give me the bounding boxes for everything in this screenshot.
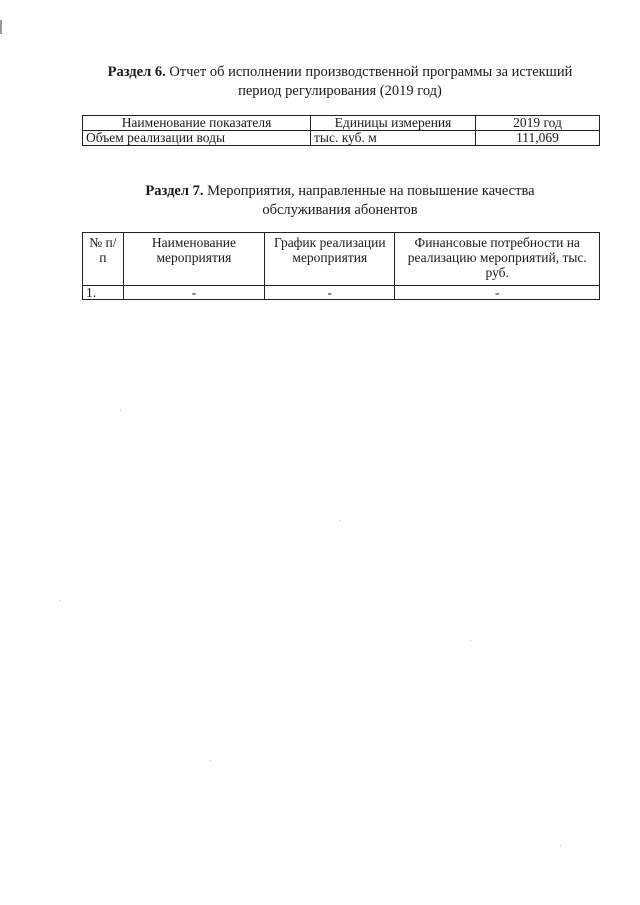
cell-measure-name: - bbox=[123, 286, 264, 300]
table-row bbox=[83, 131, 600, 146]
scan-speck bbox=[470, 640, 471, 641]
header-units: Единицы измерения bbox=[311, 116, 476, 131]
cell-value: 111,069 bbox=[476, 131, 600, 146]
scan-speck bbox=[120, 410, 121, 411]
section-6-title-line1: Отчет об исполнении производственной программы за истекший bbox=[165, 64, 573, 80]
cell-number: 1. bbox=[83, 286, 124, 300]
cell-schedule: - bbox=[265, 286, 395, 300]
scan-edge-mark bbox=[0, 20, 2, 34]
header-measure-name: Наименование мероприятия bbox=[123, 233, 264, 286]
header-number: № п/п bbox=[83, 233, 124, 286]
scan-speck bbox=[340, 520, 341, 521]
section-7-label: Раздел 7. bbox=[145, 183, 204, 199]
table-header-row bbox=[83, 116, 600, 131]
scan-speck bbox=[210, 760, 211, 761]
section-7-title-line2: обслуживания абонентов bbox=[262, 202, 418, 218]
scan-speck bbox=[60, 600, 61, 601]
section-7-title-line1: Мероприятия, направленные на повышение качества bbox=[203, 183, 535, 199]
section-6-label: Раздел 6. bbox=[107, 64, 166, 80]
header-financial-needs: Финансовые потребности на реализацию мероприятий, тыс. руб. bbox=[395, 233, 600, 286]
section-6-title-line2: период регулирования (2019 год) bbox=[238, 83, 442, 99]
scan-speck bbox=[560, 845, 561, 846]
cell-financial-needs: - bbox=[395, 286, 600, 300]
header-schedule: График реализации мероприятия bbox=[265, 233, 395, 286]
table-row bbox=[83, 286, 600, 300]
section-7-heading bbox=[70, 182, 610, 220]
header-year: 2019 год bbox=[476, 116, 600, 131]
table-header-row bbox=[83, 233, 600, 286]
section-6-table bbox=[82, 115, 600, 146]
section-7-table bbox=[82, 232, 600, 300]
header-indicator-name: Наименование показателя bbox=[83, 116, 311, 131]
cell-indicator-name: Объем реализации воды bbox=[83, 131, 311, 146]
cell-units: тыс. куб. м bbox=[311, 131, 476, 146]
section-6-heading bbox=[60, 63, 620, 101]
